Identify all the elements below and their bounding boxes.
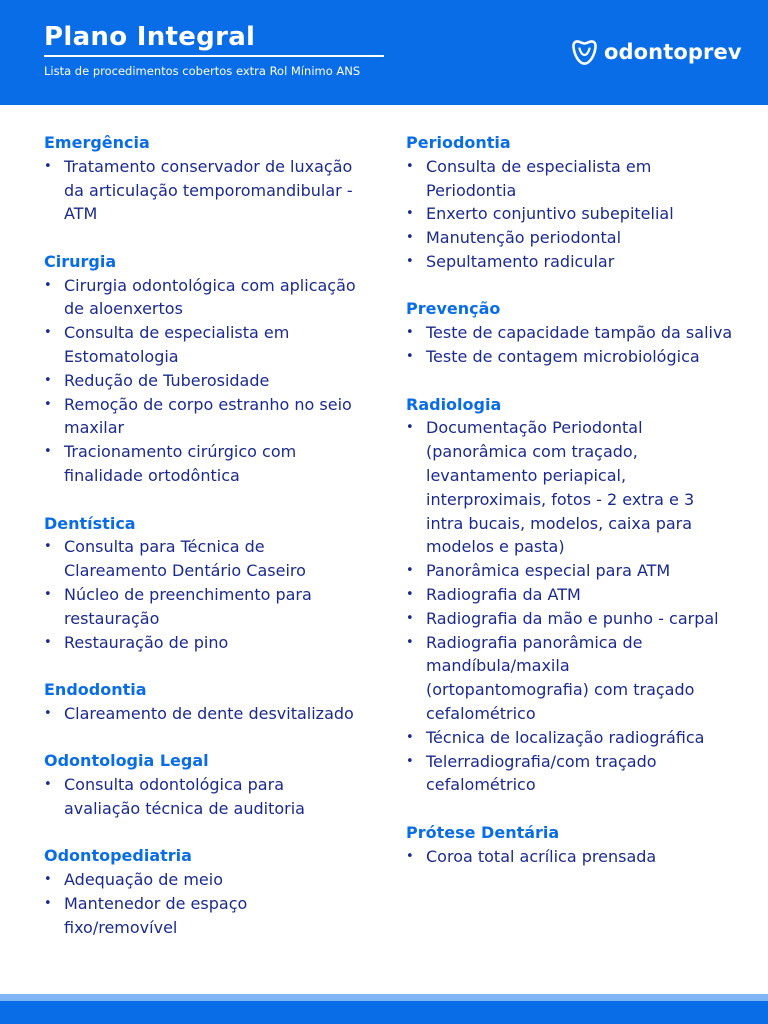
section-radiologia	[406, 393, 736, 798]
procedure-list	[406, 416, 736, 797]
list-item: • Enxerto conjuntivo subepitelial	[406, 202, 736, 226]
section-dentistica	[44, 512, 362, 655]
list-item: • Telerradiografia/com traçado cefalométrico	[406, 750, 736, 798]
section-title: Odontopediatria	[44, 846, 192, 866]
section-title: Prevenção	[406, 299, 501, 319]
section-title: Emergência	[44, 133, 150, 152]
procedure-list	[406, 321, 736, 369]
right-column	[406, 131, 736, 892]
section-title: Radiologia	[406, 394, 502, 414]
list-item: • Consulta de especialista em Estomatologia	[44, 321, 362, 369]
page-subtitle: Lista de procedimentos cobertos extra Rol Mínimo ANS	[44, 64, 361, 78]
list-item: • Consulta odontológica para avaliação técnica de auditoria	[44, 773, 362, 821]
list-item: • Teste de capacidade tampão da saliva	[406, 321, 736, 345]
procedure-list	[406, 845, 736, 869]
procedure-list	[406, 155, 736, 274]
list-item: • Consulta de especialista em Periodontia	[406, 155, 736, 203]
list-item: • Coroa total acrílica prensada	[406, 845, 736, 869]
tooth-icon	[572, 39, 597, 66]
list-item: • Sepultamento radicular	[406, 250, 736, 274]
procedure-list	[44, 274, 362, 488]
list-item: • Cirurgia odontológica com aplicação de aloenxertos	[44, 274, 362, 322]
section-title: Odontologia Legal	[44, 751, 209, 771]
section-title: Dentística	[44, 513, 136, 533]
list-item: • Consulta para Técnica de Clareamento Dentário Caseiro	[44, 535, 362, 583]
list-item: • Radiografia panorâmica de mandíbula/maxila (ortopantomografia) com traçado cefalométrico	[406, 631, 736, 726]
list-item: • Teste de contagem microbiológica	[406, 345, 736, 369]
odontoprev-logo	[572, 36, 742, 68]
title-divider	[44, 55, 384, 57]
section-endodontia	[44, 678, 362, 726]
list-item: • Redução de Tuberosidade	[44, 369, 362, 393]
list-item: • Mantenedor de espaço fixo/removível	[44, 892, 362, 940]
list-item: • Panorâmica especial para ATM	[406, 559, 736, 583]
page-title: Plano Integral	[44, 22, 256, 52]
section-title: Periodontia	[406, 133, 511, 152]
section-odontologia-legal	[44, 749, 362, 820]
section-protese-dentaria	[406, 821, 736, 869]
list-item: • Tratamento conservador de luxação da articulação temporomandibular - ATM	[44, 155, 362, 226]
section-periodontia	[406, 131, 736, 274]
list-item: • Núcleo de preenchimento para restauração	[44, 583, 362, 631]
list-item: • Remoção de corpo estranho no seio maxilar	[44, 393, 362, 441]
section-odontopediatria	[44, 844, 362, 939]
section-cirurgia	[44, 250, 362, 488]
procedure-list	[44, 773, 362, 821]
header-banner	[0, 0, 768, 105]
section-title: Endodontia	[44, 680, 147, 699]
section-emergencia	[44, 131, 362, 226]
procedure-list	[44, 868, 362, 939]
section-title: Prótese Dentária	[406, 822, 560, 842]
list-item: • Clareamento de dente desvitalizado	[44, 702, 362, 726]
section-prevencao	[406, 297, 736, 368]
list-item: • Técnica de localização radiográfica	[406, 726, 736, 750]
list-item: • Tracionamento cirúrgico com finalidade ortodôntica	[44, 440, 362, 488]
logo-text: odontoprev	[604, 40, 742, 64]
procedure-list	[44, 702, 362, 726]
list-item: • Adequação de meio	[44, 868, 362, 892]
footer-stripe-light	[0, 994, 768, 1001]
list-item: • Documentação Periodontal (panorâmica com traçado, levantamento periapical, interproximais, fotos - 2 extra e 3 intra bucais, modelos, caixa para modelos e pasta)	[406, 416, 736, 559]
list-item: • Radiografia da ATM	[406, 583, 736, 607]
list-item: • Restauração de pino	[44, 631, 362, 655]
footer-bar	[0, 1001, 768, 1024]
procedure-list	[44, 155, 362, 226]
list-item: • Manutenção periodontal	[406, 226, 736, 250]
section-title: Cirurgia	[44, 251, 117, 271]
left-column	[44, 131, 362, 963]
procedure-list	[44, 535, 362, 654]
list-item: • Radiografia da mão e punho - carpal	[406, 607, 736, 631]
